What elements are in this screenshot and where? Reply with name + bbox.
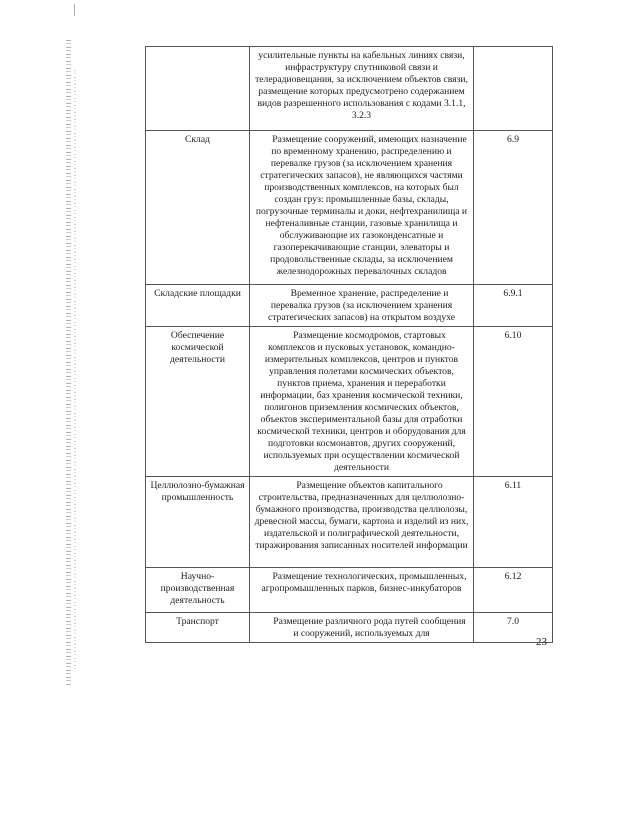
table-row	[146, 613, 553, 643]
use-type-code: 6.9.1	[474, 285, 553, 327]
table-row	[146, 568, 553, 613]
use-type-description: Размещение различного рода путей сообщения и сооружений, используемых для	[250, 613, 474, 643]
use-type-code: 7.0	[474, 613, 553, 643]
use-type-code: 6.11	[474, 477, 553, 568]
table-row	[146, 327, 553, 477]
use-type-code: 6.12	[474, 568, 553, 613]
table-row	[146, 285, 553, 327]
use-type-code: 6.10	[474, 327, 553, 477]
use-type-name: Складские площадки	[146, 285, 250, 327]
scan-corner-mark	[74, 4, 75, 16]
use-type-description: усилительные пункты на кабельных линиях связи, инфраструктуру спутниковой связи и телерадиовещания, за исключением объектов связи, размещение которых предусмотрено содержанием видов разрешенного использования с кодами 3.1.1, 3.2.3	[250, 47, 474, 131]
use-type-description: Размещение космодромов, стартовых комплексов и пусковых установок, командно-измерительных комплексов, центров и пунктов управления полетами космических объектов, пунктов приема, хранения и переработки информации, баз хранения космической техники, полигонов приземления космических объектов, объектов экспериментальной базы для отработки космической техники, центров и оборудования для подготовки космонавтов, других сооружений, используемых при осуществлении космической деятельности	[250, 327, 474, 477]
page-number: 23	[536, 636, 547, 648]
use-type-description: Временное хранение, распределение и перевалка грузов (за исключением хранения стратегических запасов) на открытом воздухе	[250, 285, 474, 327]
use-type-description: Размещение объектов капитального строительства, предназначенных для целлюлозно-бумажного производства, производства целлюлозы, древесной массы, бумаги, картона и изделий из них, издательской и полиграфической деятельности, тиражирования записанных носителей информации	[250, 477, 474, 568]
table-row	[146, 131, 553, 285]
use-type-description: Размещение сооружений, имеющих назначение по временному хранению, распределению и перевалке грузов (за исключением хранения стратегических запасов), не являющихся частями производственных комплексов, на которых был создан груз: промышленные базы, склады, погрузочные терминалы и доки, нефтехранилища и нефтеналивные станции, газовые хранилища и обслуживающие их газоконденсатные и газоперекачивающие станции, элеваторы и продовольственные склады, за исключением железнодорожных перевалочных складов	[250, 131, 474, 285]
use-type-code: 6.9	[474, 131, 553, 285]
use-type-code	[474, 47, 553, 131]
use-type-description: Размещение технологических, промышленных, агропромышленных парков, бизнес-инкубаторов	[250, 568, 474, 613]
use-type-name: Целлюлозно-бумажная промышленность	[146, 477, 250, 568]
land-use-table	[145, 46, 553, 643]
use-type-name: Обеспечение космической деятельности	[146, 327, 250, 477]
scan-binding-edge	[66, 40, 71, 685]
use-type-name: Склад	[146, 131, 250, 285]
table-row	[146, 477, 553, 568]
use-type-name	[146, 47, 250, 131]
scan-binding-edge-inner	[74, 70, 76, 670]
use-type-name: Транспорт	[146, 613, 250, 643]
table-row	[146, 47, 553, 131]
use-type-name: Научно-производственная деятельность	[146, 568, 250, 613]
